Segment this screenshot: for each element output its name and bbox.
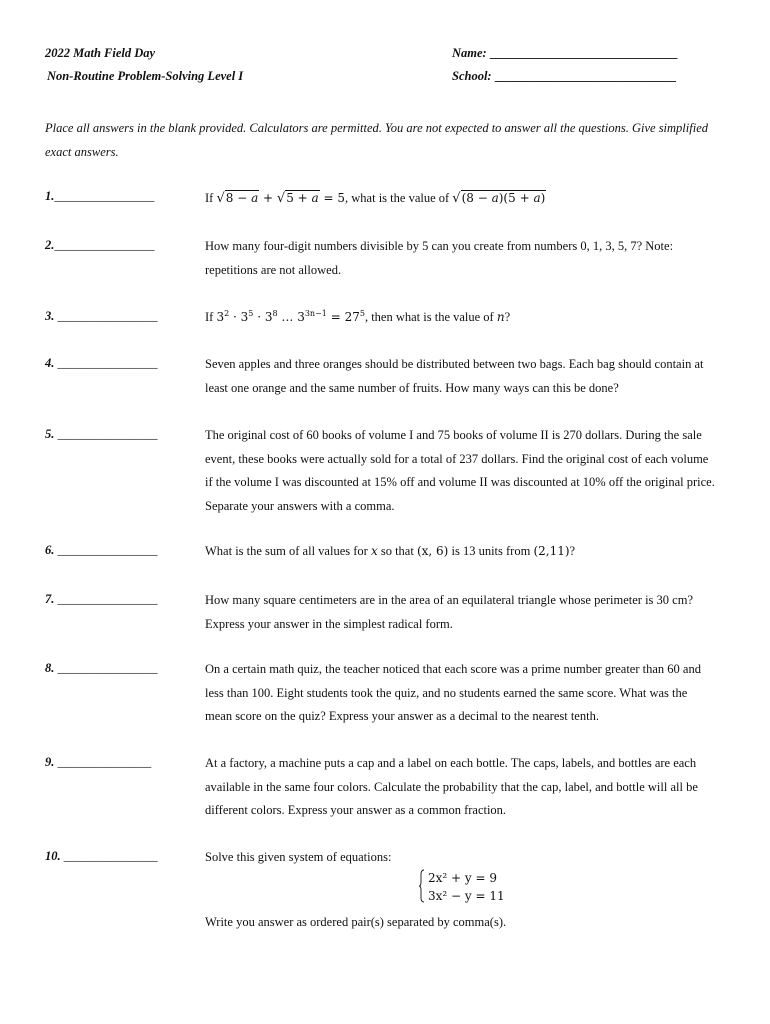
question-1: If √8 − a + √5 + a = 5, what is the value of √(8 − a)(5 + a) (205, 191, 546, 206)
question-5: The original cost of 60 books of volume I and 75 books of volume II is 270 dollars. During the sale event, these books were actually sold for a total of 237 dollars. Find the original cost of each volume if the volume I was discounted at 15% off and volume II was discounted at 10% off the original price. Separate your answers with a comma. (205, 428, 715, 513)
level-title: Non-Routine Problem-Solving Level I (47, 69, 244, 83)
instructions: Place all answers in the blank provided. Calculators are permitted. You are not expected to answer all the questions. Give simplified exact answers. (45, 121, 708, 159)
answer-slot-9[interactable]: 9. _______________ (45, 755, 152, 769)
question-8: On a certain math quiz, the teacher noticed that each score was a prime number greater than 60 and less than 100. Eight students took the quiz, and no students earned the same score. What was the mean score on the quiz? Express your answer as a decimal to the nearest tenth. (205, 662, 701, 723)
answer-slot-6[interactable]: 6. ________________ (45, 543, 158, 557)
question-6: What is the sum of all values for x so that (x, 6) is 13 units from (2,11)? (205, 544, 576, 558)
school-label: School: (452, 69, 492, 83)
answer-slot-2[interactable]: 2.________________ (45, 238, 155, 252)
answer-blank[interactable]: ________________ (54, 238, 155, 252)
question-3: If $3^2 \cdot 3^5 \cdot 3^8$ … $3^{3n-1} = 27^5$, then what is the value of n? (205, 309, 511, 324)
answer-blank[interactable]: ________________ (57, 427, 158, 441)
question-7: How many square centimeters are in the area of an equilateral triangle whose perimeter is 30 cm? Express your answer in the simplest radical form. (205, 593, 693, 631)
answer-blank[interactable]: _______________ (63, 849, 158, 863)
equation-1: 2x² + y = 9 (428, 871, 497, 885)
answer-blank[interactable]: ________________ (57, 356, 158, 370)
answer-slot-5[interactable]: 5. ________________ (45, 427, 158, 441)
school-blank[interactable]: _____________________________ (494, 69, 676, 83)
equation-2: 3x² − y = 11 (428, 889, 505, 903)
equation-system (418, 869, 505, 905)
name-field[interactable] (452, 46, 677, 61)
answer-slot-3[interactable]: 3. ________________ (45, 309, 158, 323)
answer-blank[interactable]: _______________ (57, 755, 152, 769)
answer-blank[interactable]: ________________ (57, 309, 158, 323)
answer-slot-10[interactable]: 10. _______________ (45, 849, 158, 863)
name-label: Name: (452, 46, 487, 60)
answer-slot-7[interactable]: 7. ________________ (45, 592, 158, 606)
answer-blank[interactable]: ________________ (57, 543, 158, 557)
name-blank[interactable]: ______________________________ (489, 46, 678, 60)
answer-blank[interactable]: ________________ (54, 189, 155, 203)
answer-slot-1[interactable]: 1.________________ (45, 189, 155, 203)
school-field[interactable] (452, 69, 676, 84)
answer-blank[interactable]: ________________ (57, 592, 158, 606)
question-10-outro: Write you answer as ordered pair(s) separated by comma(s). (205, 915, 507, 929)
question-2: How many four-digit numbers divisible by 5 can you create from numbers 0, 1, 3, 5, 7? Note: repetitions are not allowed. (205, 239, 674, 277)
answer-slot-4[interactable]: 4. ________________ (45, 356, 158, 370)
left-brace-icon (418, 869, 425, 903)
answer-blank[interactable]: ________________ (57, 661, 158, 675)
question-9: At a factory, a machine puts a cap and a label on each bottle. The caps, labels, and bottles are each available in the same four colors. Calculate the probability that the cap, label, and bottle will all be different colors. Express your answer as a common fraction. (205, 756, 698, 817)
event-title: 2022 Math Field Day (45, 46, 156, 60)
question-4: Seven apples and three oranges should be distributed between two bags. Each bag should contain at least one orange and the same number of fruits. How many ways can this be done? (205, 357, 704, 395)
question-10-intro: Solve this given system of equations: (205, 850, 392, 864)
answer-slot-8[interactable]: 8. ________________ (45, 661, 158, 675)
